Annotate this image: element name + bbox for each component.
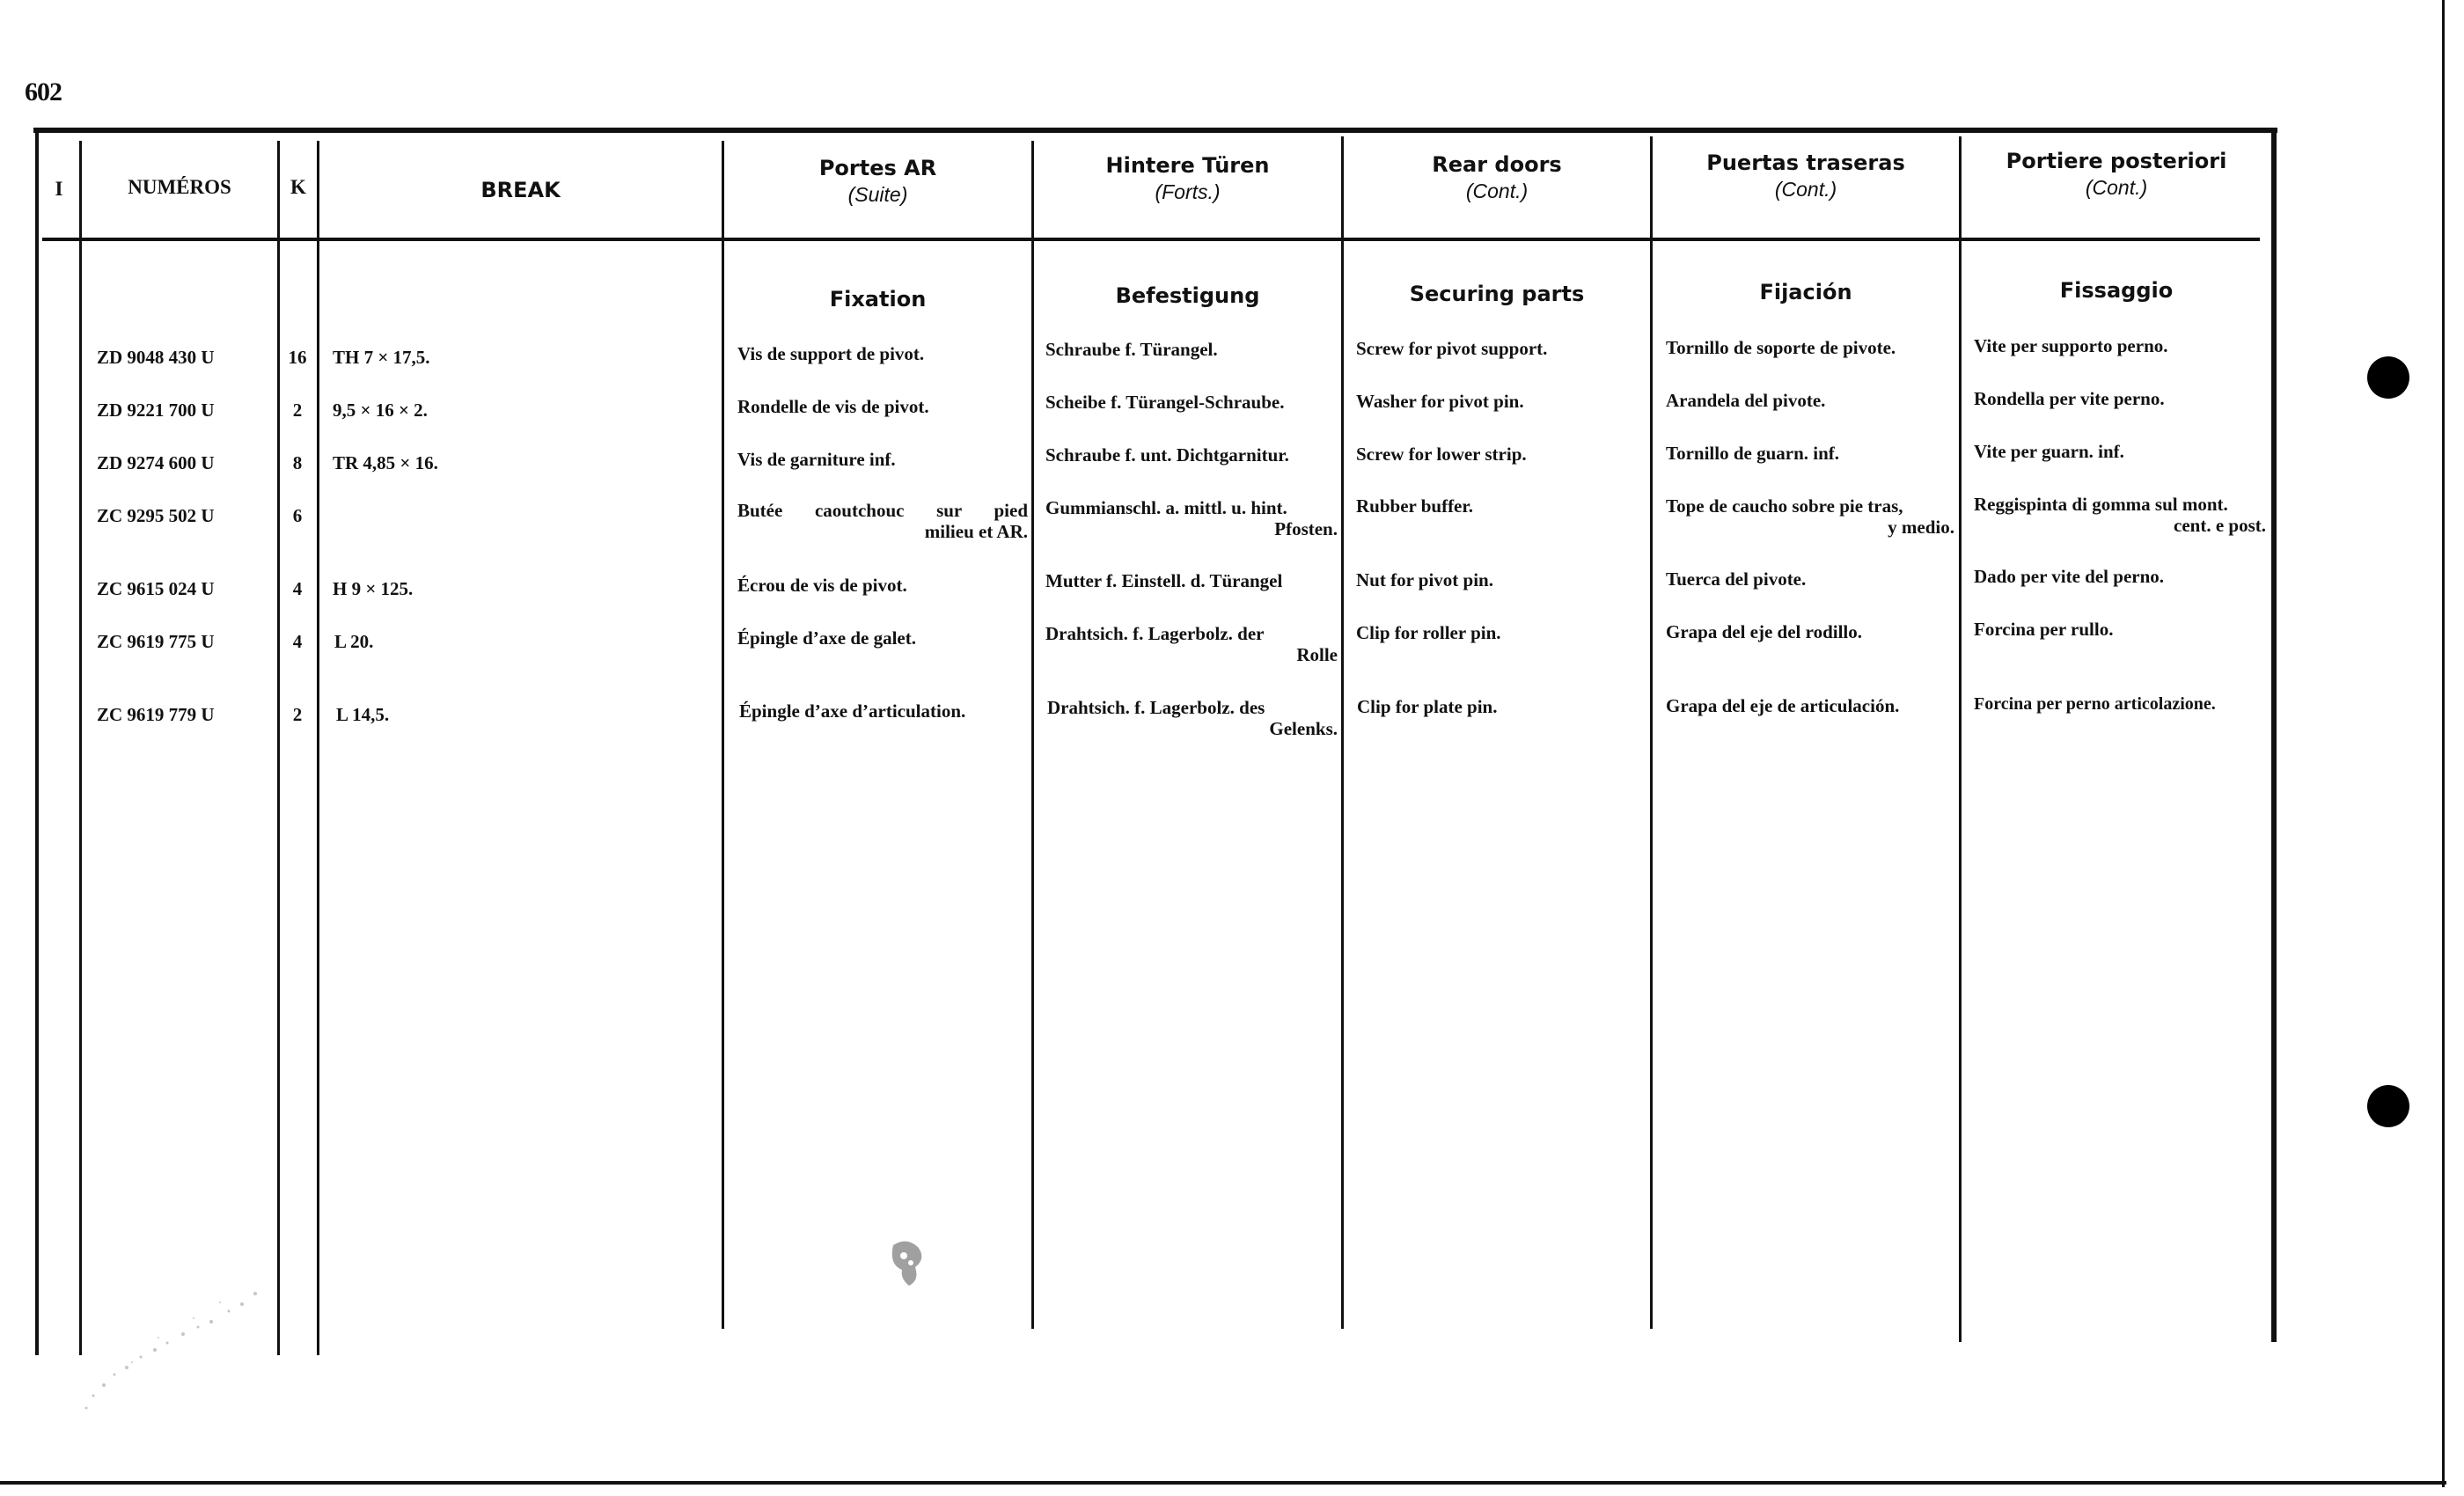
spec: TH 7 × 17,5. (333, 347, 430, 368)
desc-it-line2: cent. e post. (2174, 515, 2266, 536)
spec: L 14,5. (336, 704, 390, 725)
desc-it: Vite per supporto perno. (1974, 335, 2168, 356)
section-es: Fijación (1759, 280, 1852, 304)
quantity-k: 6 (292, 505, 303, 526)
scan-smudge-icon (884, 1236, 928, 1289)
section-it: Fissaggio (2059, 278, 2174, 303)
quantity-k: 4 (292, 631, 303, 652)
header-lang-es (1653, 150, 1959, 202)
desc-fr: Écrou de vis de pivot. (737, 575, 907, 596)
part-number: ZC 9295 502 U (97, 505, 215, 526)
quantity-k: 8 (292, 452, 303, 473)
desc-de (1047, 697, 1338, 739)
header-k: K (290, 176, 306, 198)
desc-it: Vite per guarn. inf. (1974, 441, 2124, 462)
page-right-edge (2442, 0, 2445, 1487)
table-left-border (35, 132, 39, 1355)
desc-de: Schraube f. Türangel. (1045, 339, 1218, 360)
desc-es: Arandela del pivote. (1666, 390, 1826, 411)
header-lang-it-title: Portiere posteriori (2006, 149, 2227, 173)
section-fr: Fixation (829, 287, 927, 312)
desc-en: Nut for pivot pin. (1356, 569, 1493, 590)
desc-es-line1: Tope de caucho sobre pie tras, (1666, 495, 1903, 517)
page-number: 602 (25, 77, 62, 106)
header-lang-es-title: Puertas traseras (1706, 150, 1905, 175)
desc-it: Forcina per rullo. (1974, 619, 2114, 640)
desc-de-line1: Drahtsich. f. Lagerbolz. der (1045, 623, 1265, 644)
section-en: Securing parts (1409, 282, 1585, 306)
desc-es: Tuerca del pivote. (1666, 568, 1807, 590)
header-index: I (55, 178, 63, 200)
col-separator-numbers (277, 141, 280, 1355)
desc-it (1974, 494, 2266, 536)
quantity-k: 2 (292, 704, 303, 725)
desc-de: Mutter f. Einstell. d. Türangel (1045, 570, 1283, 591)
desc-en: Screw for pivot support. (1356, 338, 1548, 359)
spec: L 20. (334, 631, 374, 652)
header-lang-de-sub: (Forts.) (1155, 180, 1221, 203)
desc-es: Tornillo de guarn. inf. (1666, 443, 1840, 464)
quantity-k: 2 (292, 400, 303, 421)
desc-es (1666, 495, 1954, 538)
desc-it: Dado per vite del perno. (1974, 566, 2165, 587)
part-number: ZD 9221 700 U (97, 400, 215, 421)
header-lang-it (1962, 148, 2271, 201)
desc-de-line2: Rolle (1296, 644, 1338, 665)
spec: 9,5 × 16 × 2. (333, 400, 428, 421)
page-bottom-edge (0, 1481, 2446, 1485)
header-lang-en (1344, 151, 1650, 204)
col-separator-en (1650, 136, 1653, 1329)
desc-it: Rondella per vite perno. (1974, 388, 2165, 409)
header-lang-en-title: Rear doors (1432, 152, 1562, 177)
desc-fr-line1: Butée caoutchouc sur pied (737, 500, 1028, 521)
desc-de-line1: Drahtsich. f. Lagerbolz. des (1047, 697, 1265, 718)
header-lang-es-sub: (Cont.) (1774, 178, 1837, 201)
col-separator-es (1959, 136, 1962, 1342)
spec: H 9 × 125. (333, 578, 414, 599)
desc-es: Grapa del eje del rodillo. (1666, 621, 1863, 642)
desc-fr: Vis de support de pivot. (737, 343, 925, 364)
desc-fr: Épingle d’axe de galet. (737, 627, 916, 649)
header-lang-it-sub: (Cont.) (2085, 176, 2148, 199)
header-lang-fr-title: Portes AR (818, 156, 937, 180)
desc-it: Forcina per perno articolazione. (1974, 694, 2216, 714)
binder-hole-top (2367, 356, 2409, 399)
spec: TR 4,85 × 16. (333, 452, 438, 473)
binder-hole-bottom (2367, 1085, 2409, 1127)
desc-fr: Rondelle de vis de pivot. (737, 396, 929, 417)
desc-de: Schraube f. unt. Dichtgarnitur. (1045, 444, 1289, 466)
desc-de-line1: Gummianschl. a. mittl. u. hint. (1045, 497, 1287, 518)
scan-noise-icon (70, 1276, 282, 1434)
desc-de: Scheibe f. Türangel-Schraube. (1045, 392, 1285, 413)
desc-de-line2: Pfosten. (1274, 518, 1338, 539)
desc-de (1045, 623, 1338, 665)
desc-fr: Vis de garniture inf. (737, 449, 896, 470)
desc-es: Grapa del eje de articulación. (1666, 695, 1900, 716)
part-number: ZC 9615 024 U (97, 578, 215, 599)
col-separator-fr (1031, 141, 1034, 1329)
header-lang-de (1034, 152, 1341, 205)
desc-de (1045, 497, 1338, 539)
section-de: Befestigung (1115, 283, 1260, 308)
desc-fr-line2: milieu et AR. (924, 521, 1028, 542)
desc-fr (737, 500, 1028, 542)
part-number: ZD 9048 430 U (97, 347, 215, 368)
desc-en: Clip for roller pin. (1356, 622, 1501, 643)
part-number: ZD 9274 600 U (97, 452, 215, 473)
quantity-k: 4 (292, 578, 303, 599)
desc-fr: Épingle d’axe d’articulation. (739, 700, 966, 722)
header-lang-de-title: Hintere Türen (1105, 153, 1270, 178)
desc-es-line2: y medio. (1888, 517, 1954, 538)
part-number: ZC 9619 779 U (97, 704, 215, 725)
desc-en: Screw for lower strip. (1356, 444, 1527, 465)
col-separator-k (317, 141, 319, 1355)
header-bottom-border (42, 238, 2260, 241)
table-top-border (33, 128, 2277, 133)
col-separator-index (79, 141, 82, 1355)
header-lang-fr (724, 155, 1031, 208)
desc-es: Tornillo de soporte de pivote. (1666, 337, 1896, 358)
desc-en: Clip for plate pin. (1357, 696, 1498, 717)
col-separator-model (722, 141, 724, 1329)
col-separator-de (1341, 136, 1344, 1329)
header-numbers: NUMÉROS (128, 176, 231, 198)
header-model: BREAK (480, 178, 561, 202)
header-lang-en-sub: (Cont.) (1465, 180, 1529, 202)
desc-it-line1: Reggispinta di gomma sul mont. (1974, 494, 2228, 515)
part-number: ZC 9619 775 U (97, 631, 215, 652)
quantity-k: 16 (288, 347, 307, 368)
header-lang-fr-sub: (Suite) (847, 183, 908, 206)
table-right-border (2271, 128, 2277, 1342)
desc-en: Washer for pivot pin. (1356, 391, 1524, 412)
desc-de-line2: Gelenks. (1269, 718, 1338, 739)
desc-en: Rubber buffer. (1356, 495, 1474, 517)
